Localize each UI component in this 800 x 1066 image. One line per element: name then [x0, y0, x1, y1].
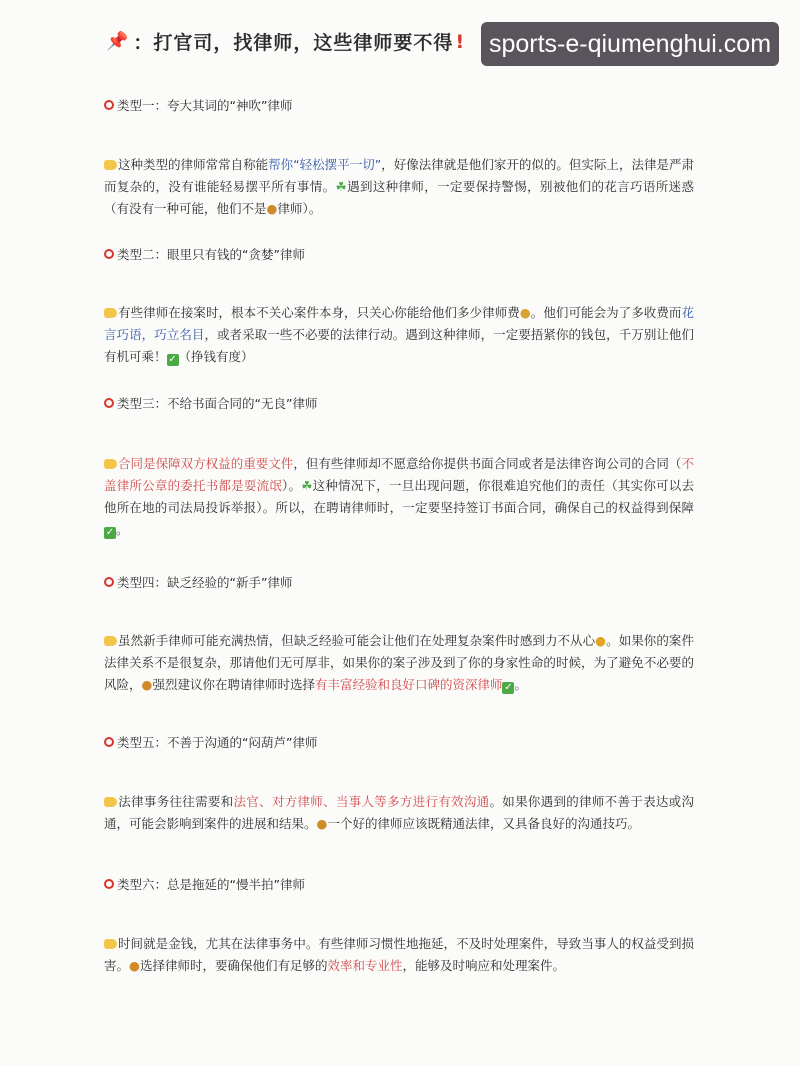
watermark-banner: sports-e-qiumenghui.com [481, 22, 779, 66]
title-text: ：打官司，找律师，这些律师要不得 [133, 32, 454, 54]
text: 这种情况下，一旦出现问题，你很难追究他们的责任（其实你可以去他所在地的司法局投诉举报）。所以，在聘请律师时，一定要坚持签订书面合同，确保自己的权益得到保障 [104, 478, 694, 515]
pushpin-icon: 📌 [106, 31, 130, 52]
text: 。如果你的案件法律关系不是很复杂，那请他们无可厚非，如果你的案子涉及到了你的身家性命的时候，为了避免不必要的风险， [104, 633, 694, 692]
clover-icon: ☘ [335, 179, 347, 194]
section-6-paragraph [104, 933, 694, 977]
highlight-text: 帮你“轻松摆平一切” [268, 157, 382, 172]
check-icon: ✓ [504, 682, 513, 693]
person-icon: ● [129, 958, 140, 973]
text: ，好像法律就是他们家开的似的。但实际上，法律是严肃而复杂的，没有谁能轻易摆平所有事情。 [104, 157, 694, 194]
check-icon: ✓ [105, 527, 115, 538]
section-3-heading-text: 类型三：不给书面合同的“无良”律师 [117, 396, 318, 411]
clover-icon: ☘ [301, 478, 313, 493]
section-2-heading [104, 245, 305, 263]
section-3-paragraph: 合同是保障双方权益的重要文件，但有些律师却不愿意给你提供书面合同或者是法律咨询公司的合同（不盖律所公章的委托书都是耍流氓）。☘这种情况下，一旦出现问题，你很难追究他们的责任（其实你可以去他所在地的司法局投诉举报）。所以，在聘请律师时，一定要坚持签订书面合同，确保自己的权益得到保障✓ 。 [104, 456, 694, 538]
circle-icon [104, 879, 114, 889]
section-6-heading [104, 875, 305, 893]
pointing-hand-icon [104, 939, 117, 949]
highlight-text: 合同是保障双方权益的重要文件 [118, 456, 294, 471]
section-4-heading-text: 类型四：缺乏经验的“新手”律师 [117, 575, 293, 590]
pointing-hand-icon [104, 797, 117, 807]
person-icon: ● [266, 201, 278, 216]
exclamation-mark: ! [455, 30, 466, 53]
text: 这种类型的律师常常自称能 [118, 157, 269, 172]
person-icon: ● [141, 677, 153, 692]
text: 。如果你遇到的律师不善于表达或沟通，可能会影响到案件的进展和结果。 [104, 794, 694, 831]
text: ，或者采取一些不必要的法律行动。遇到这种律师，一定要捂紧你的钱包，千万别让他们有机可乘！ [104, 327, 694, 364]
pointing-hand-icon [104, 636, 117, 646]
text: 一个好的律师应该既精通法律，又具备良好的沟通技巧。 [327, 816, 640, 831]
section-4-heading [104, 573, 292, 591]
text: 。他们可能会为了多收费而 [530, 305, 682, 320]
section-4-paragraph: 虽然新手律师可能充满热情，但缺乏经验可能会让他们在处理复杂案件时感到力不从心●。如果你的案件法律关系不是很复杂，那请他们无可厚非，如果你的案子涉及到了你的身家性命的时候，为了避免不必要的风险，●强烈建议你在聘请律师时选择有丰富经验和良好口碑的资深律师 ✓ 。 [104, 633, 694, 693]
circle-icon [104, 737, 114, 747]
section-5-heading [104, 733, 317, 751]
pointing-hand-icon [104, 459, 117, 469]
section-1-paragraph [104, 154, 694, 220]
text: 法律事务往往需要和 [118, 794, 234, 809]
highlight-text: 不盖律所公章的委托书都是耍流氓 [104, 456, 694, 493]
text: 时间就是金钱，尤其在法律事务中。有些律师习惯性地拖延，不及时处理案件，导致当事人的权益受到损害。 [104, 936, 694, 973]
section-3-heading [104, 394, 317, 412]
highlight-text: 法官、对方律师、当事人等多方进行有效沟通 [233, 794, 490, 809]
highlight-text: 效率和专业性 [327, 958, 403, 973]
circle-icon [104, 398, 114, 408]
text: 虽然新手律师可能充满热情，但缺乏经验可能会让他们在处理复杂案件时感到力不从心 [118, 633, 596, 648]
money-bag-icon: ● [519, 305, 531, 320]
text: 强烈建议你在聘请律师时选择 [152, 677, 315, 692]
text: ）。 [282, 478, 302, 493]
text: 有些律师在接案时，根本不关心案件本身，只关心你能给他们多少律师费 [118, 305, 520, 320]
section-2-heading-text: 类型二：眼里只有钱的“贪婪”律师 [117, 247, 305, 262]
section-1-heading [104, 96, 292, 114]
section-5-heading-text: 类型五：不善于沟通的“闷葫芦”律师 [117, 735, 318, 750]
highlight-text: 花言巧语，巧立名目 [104, 305, 694, 342]
worried-face-icon: ● [595, 633, 607, 648]
circle-icon [104, 249, 114, 259]
page-title [106, 28, 465, 55]
circle-icon [104, 577, 114, 587]
circle-icon [104, 100, 114, 110]
pointing-hand-icon [104, 160, 117, 170]
section-5-paragraph [104, 791, 694, 835]
text: （挣钱有度） [178, 349, 254, 364]
text: 选择律师时，要确保他们有足够的 [139, 958, 328, 973]
highlight-text: 有丰富经验和良好口碑的资深律师 [314, 677, 503, 692]
text: ，能够及时响应和处理案件。 [402, 958, 565, 973]
text: 律师）。 [277, 201, 322, 216]
person-icon: ● [316, 816, 328, 831]
section-1-heading-text: 类型一：夸大其词的“神吹”律师 [117, 98, 293, 113]
text: ，但有些律师却不愿意给你提供书面合同或者是法律咨询公司的合同（ [293, 456, 682, 471]
check-icon: ✓ [168, 354, 177, 365]
pointing-hand-icon [104, 308, 117, 318]
text: 遇到这种律师，一定要保持警惕，别被他们的花言巧语所迷惑（有没有一种可能，他们不是 [104, 179, 694, 216]
section-6-heading-text: 类型六：总是拖延的“慢半拍”律师 [117, 877, 305, 892]
section-2-paragraph [104, 302, 694, 368]
